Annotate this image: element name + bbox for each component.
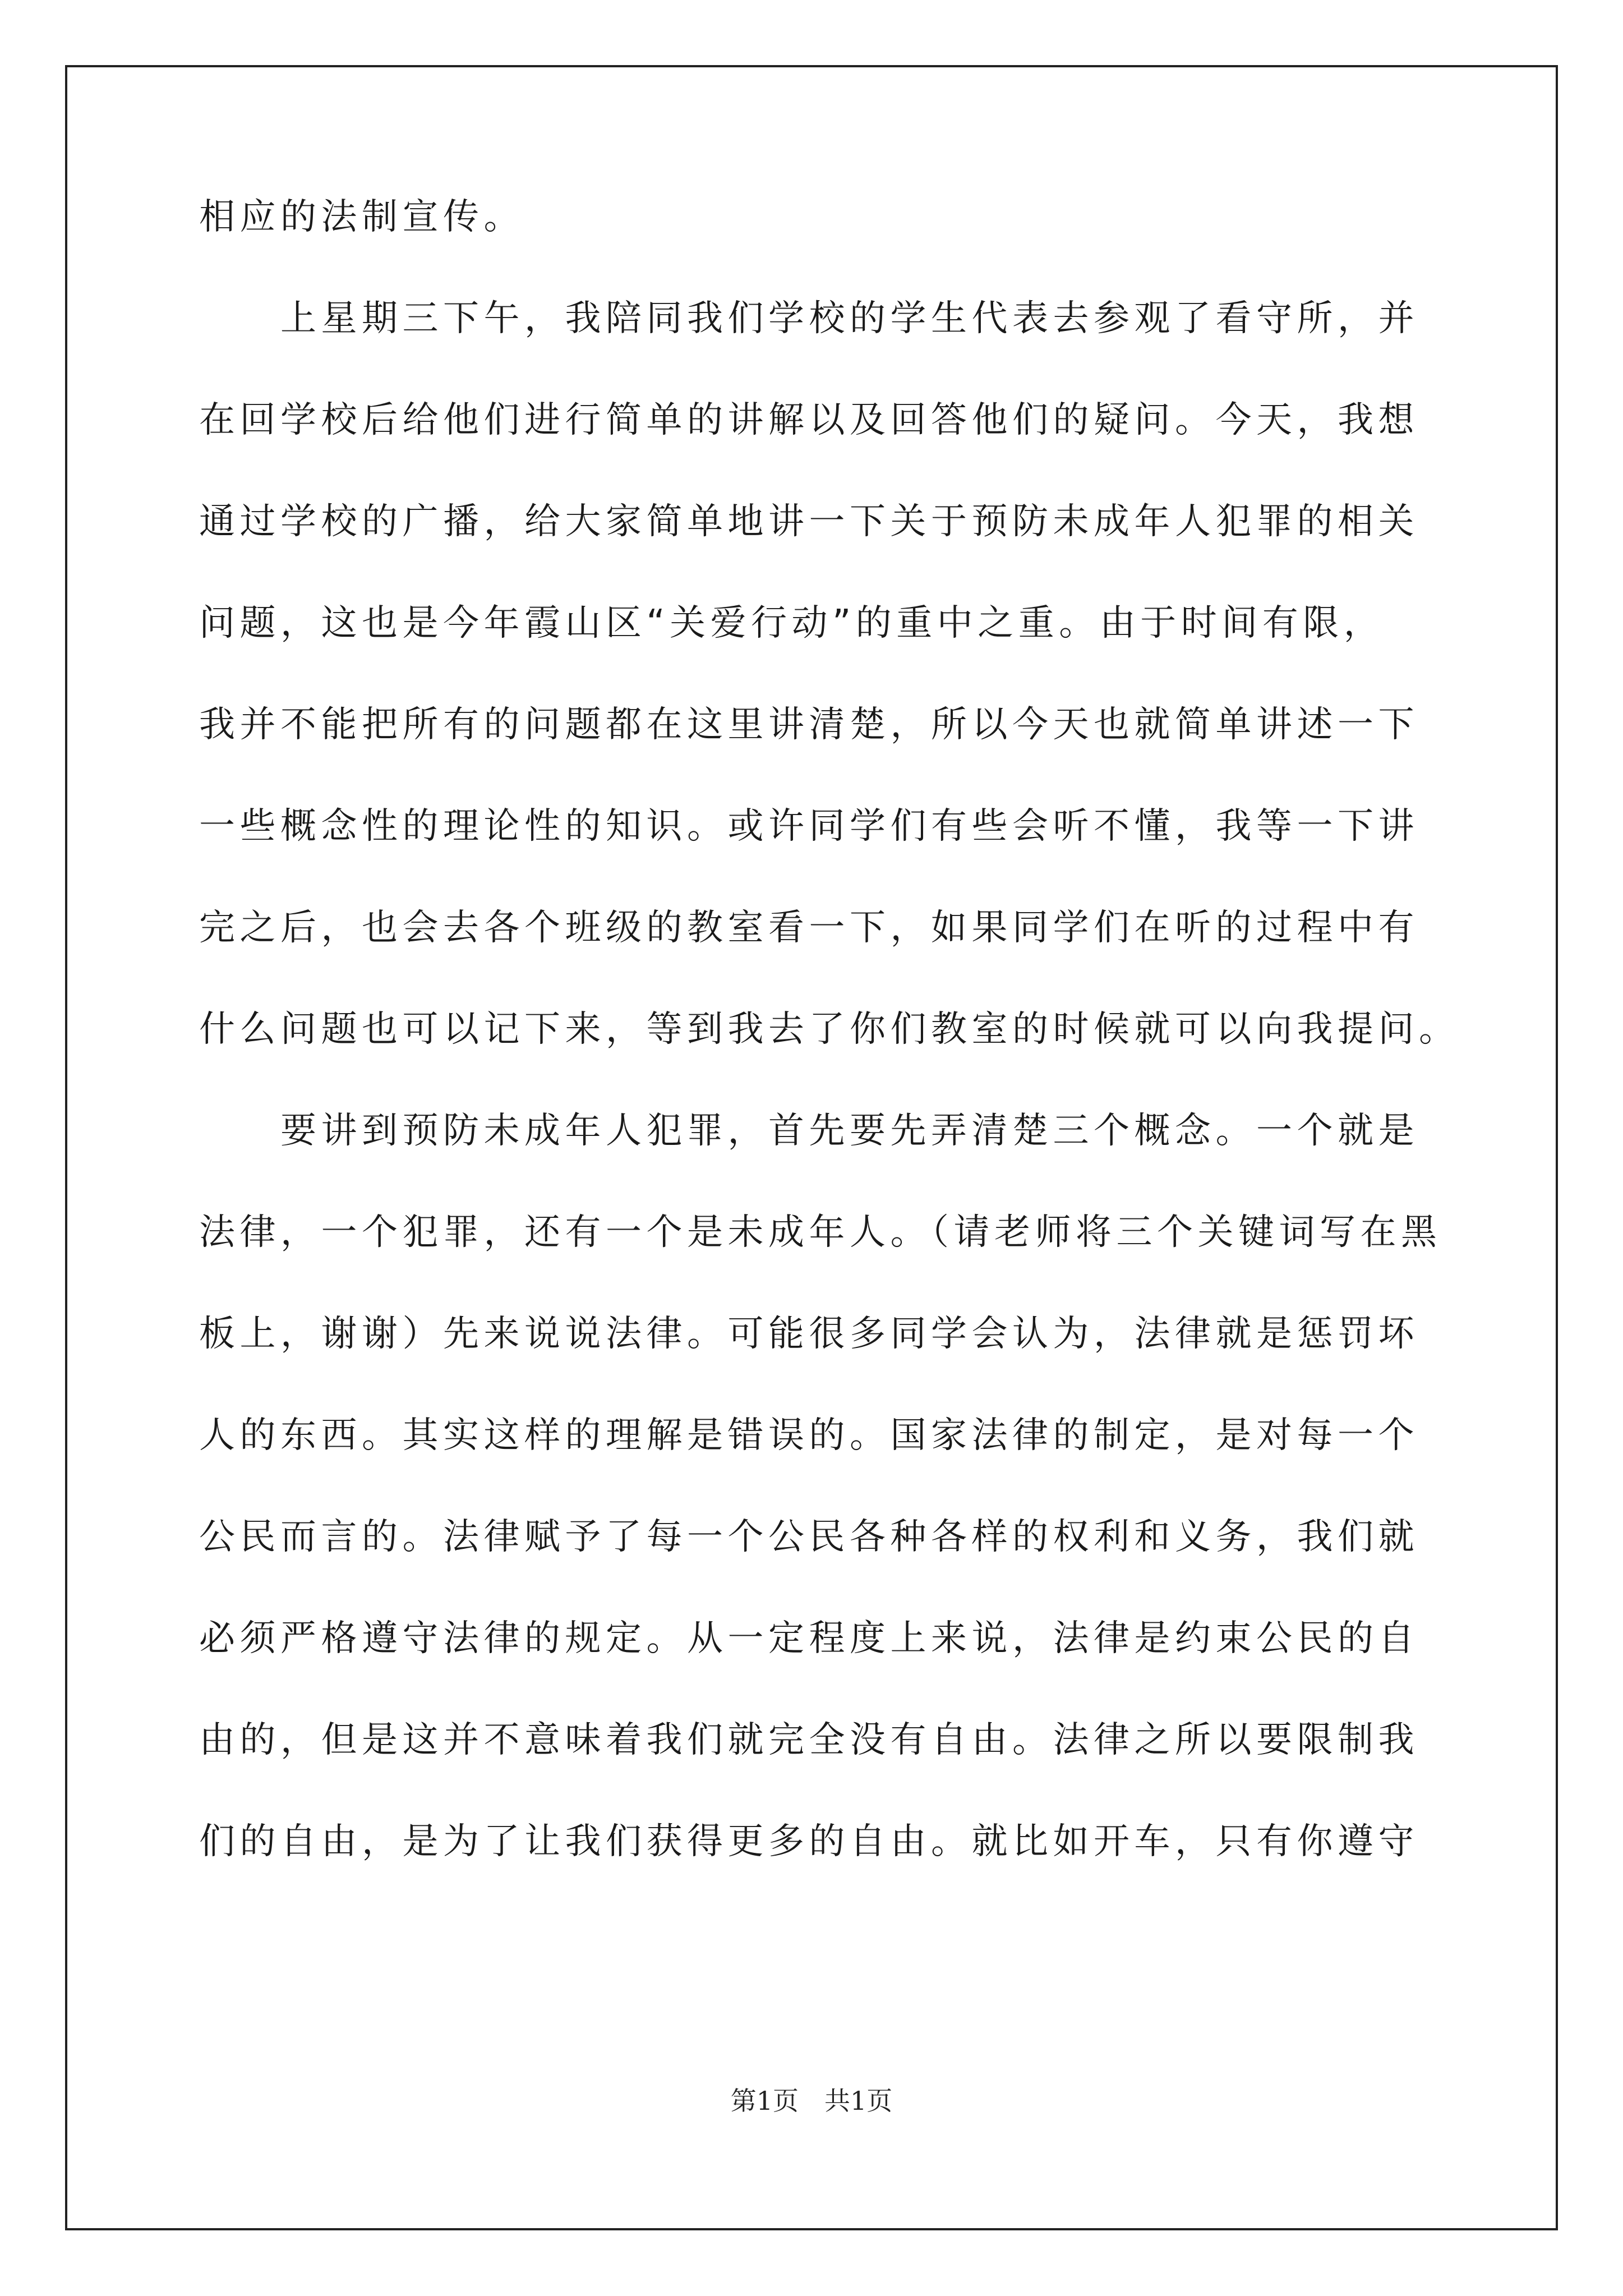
- text-line-6: 我并不能把所有的问题都在这里讲清楚，所以今天也就简单讲述一下: [199, 704, 1419, 746]
- text-line-9: 什么问题也可以记下来，等到我去了你们教室的时候就可以向我提问。: [199, 1009, 1460, 1050]
- text-line-14: 公民而言的。法律赋予了每一个公民各种各样的权利和义务，我们就: [199, 1516, 1419, 1558]
- text-line-13: 人的东西。其实这样的理解是错误的。国家法律的制定，是对每一个: [199, 1415, 1419, 1456]
- page-number-footer: 第1页 共1页: [730, 2086, 893, 2116]
- text-line-5: 问题，这也是今年霞山区“关爱行动”的重中之重。由于时间有限，: [199, 602, 1385, 644]
- text-line-17: 们的自由，是为了让我们获得更多的自由。就比如开车，只有你遵守: [199, 1821, 1419, 1862]
- document-body: [199, 195, 1460, 1921]
- text-line-4: 通过学校的广播，给大家简单地讲一下关于预防未成年人犯罪的相关: [199, 501, 1419, 542]
- text-line-1: 相应的法制宣传。: [199, 196, 524, 238]
- text-line-3: 在回学校后给他们进行简单的讲解以及回答他们的疑问。今天，我想: [199, 399, 1419, 441]
- text-line-8: 完之后，也会去各个班级的教室看一下，如果同学们在听的过程中有: [199, 907, 1419, 949]
- text-line-11: 法律，一个犯罪，还有一个是未成年人。（请老师将三个关键词写在黑: [199, 1212, 1442, 1253]
- text-line-12: 板上，谢谢）先来说说法律。可能很多同学会认为，法律就是惩罚坏: [199, 1313, 1419, 1355]
- text-line-10: 要讲到预防未成年人犯罪，首先要先弄清楚三个概念。一个就是: [280, 1110, 1419, 1152]
- text-line-2: 上星期三下午，我陪同我们学校的学生代表去参观了看守所，并: [280, 298, 1419, 339]
- text-line-7: 一些概念性的理论性的知识。或许同学们有些会听不懂，我等一下讲: [199, 806, 1419, 847]
- text-line-16: 由的，但是这并不意味着我们就完全没有自由。法律之所以要限制我: [199, 1719, 1419, 1761]
- text-line-15: 必须严格遵守法律的规定。从一定程度上来说，法律是约束公民的自: [199, 1618, 1419, 1659]
